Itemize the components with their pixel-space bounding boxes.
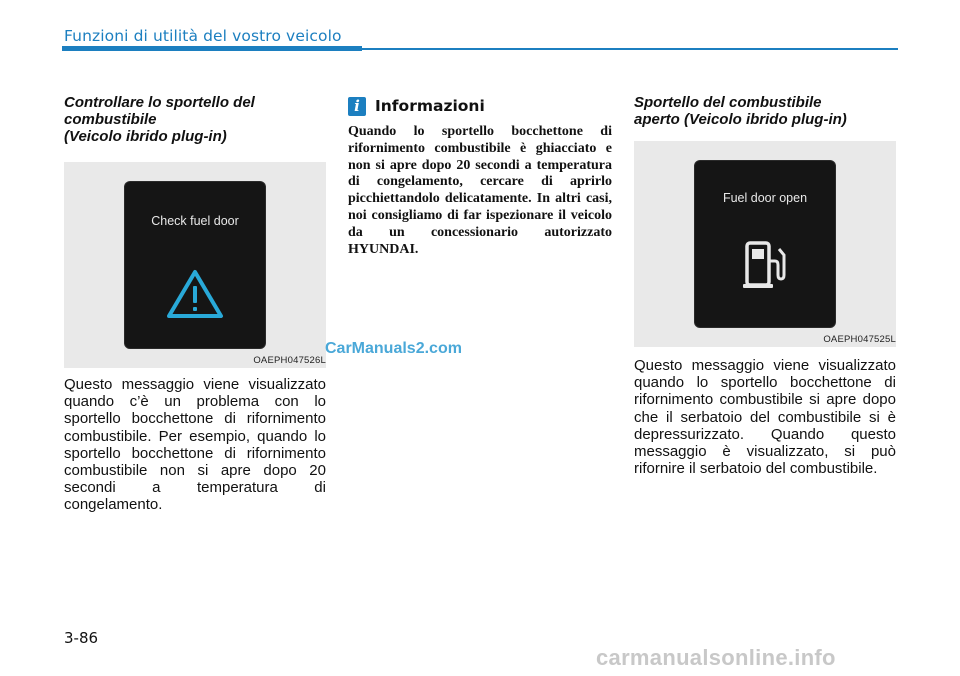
info-text: Quando lo sportello bocchettone di rifornimento combustibile è ghiacciato e non si apre dopo 20 secondi a temperatura di congelamento, cercare di aprirlo picchiettandolo delicatamente. In altri casi, noi consigliamo di far ispezionare il veicolo da un concessionario autorizzato HYUNDAI. — [348, 124, 612, 257]
heading-line-2: combustibile — [64, 111, 157, 128]
info-header — [348, 94, 612, 118]
heading-line-1: Sportello del combustibile — [634, 94, 822, 111]
watermark-text: CarManuals2.com — [325, 340, 462, 357]
info-title: Informazioni — [375, 97, 485, 115]
right-column — [634, 94, 896, 477]
page-section-title: Funzioni di utilità del vostro veicolo — [64, 27, 342, 45]
middle-column — [348, 94, 612, 258]
figure-code: OAEPH047526L — [253, 355, 326, 366]
fuel-door-open-heading — [634, 94, 896, 128]
header-rule-accent — [62, 46, 362, 51]
cluster-display — [125, 182, 265, 348]
left-column — [64, 94, 326, 514]
check-fuel-door-figure — [64, 162, 326, 368]
info-icon: i — [348, 97, 366, 116]
figure-code: OAEPH047525L — [823, 334, 896, 345]
check-fuel-door-heading — [64, 94, 326, 145]
page-number: 3-86 — [64, 629, 99, 647]
header-rule — [362, 48, 898, 50]
cluster-message: Fuel door open — [722, 191, 808, 205]
warning-triangle-icon — [165, 268, 225, 320]
cluster-display — [695, 161, 835, 327]
heading-line-2: aperto (Veicolo ibrido plug-in) — [634, 111, 847, 128]
check-fuel-door-description: Questo messaggio viene visualizzato quando c’è un problema con lo sportello bocchettone di rifornimento combustibile. Per esempio, quando lo sportello bocchettone di rifornimento combustibile non si apre dopo 20 secondi a temperatura di congelamento. — [64, 376, 326, 514]
fuel-pump-icon — [741, 239, 789, 291]
footer-site-watermark: carmanualsonline.info — [596, 645, 836, 670]
heading-line-3: (Veicolo ibrido plug-in) — [64, 128, 227, 145]
heading-line-1: Controllare lo sportello del — [64, 94, 255, 111]
cluster-message: Check fuel door — [151, 214, 239, 228]
fuel-door-open-description: Questo messaggio viene visualizzato quando lo sportello bocchettone di rifornimento combustibile si apre dopo che il serbatoio del combustibile si è depressurizzato. Quando questo messaggio è visualizzato, si può rifornire il serbatoio del combustibile. — [634, 357, 896, 478]
fuel-door-open-figure — [634, 141, 896, 347]
